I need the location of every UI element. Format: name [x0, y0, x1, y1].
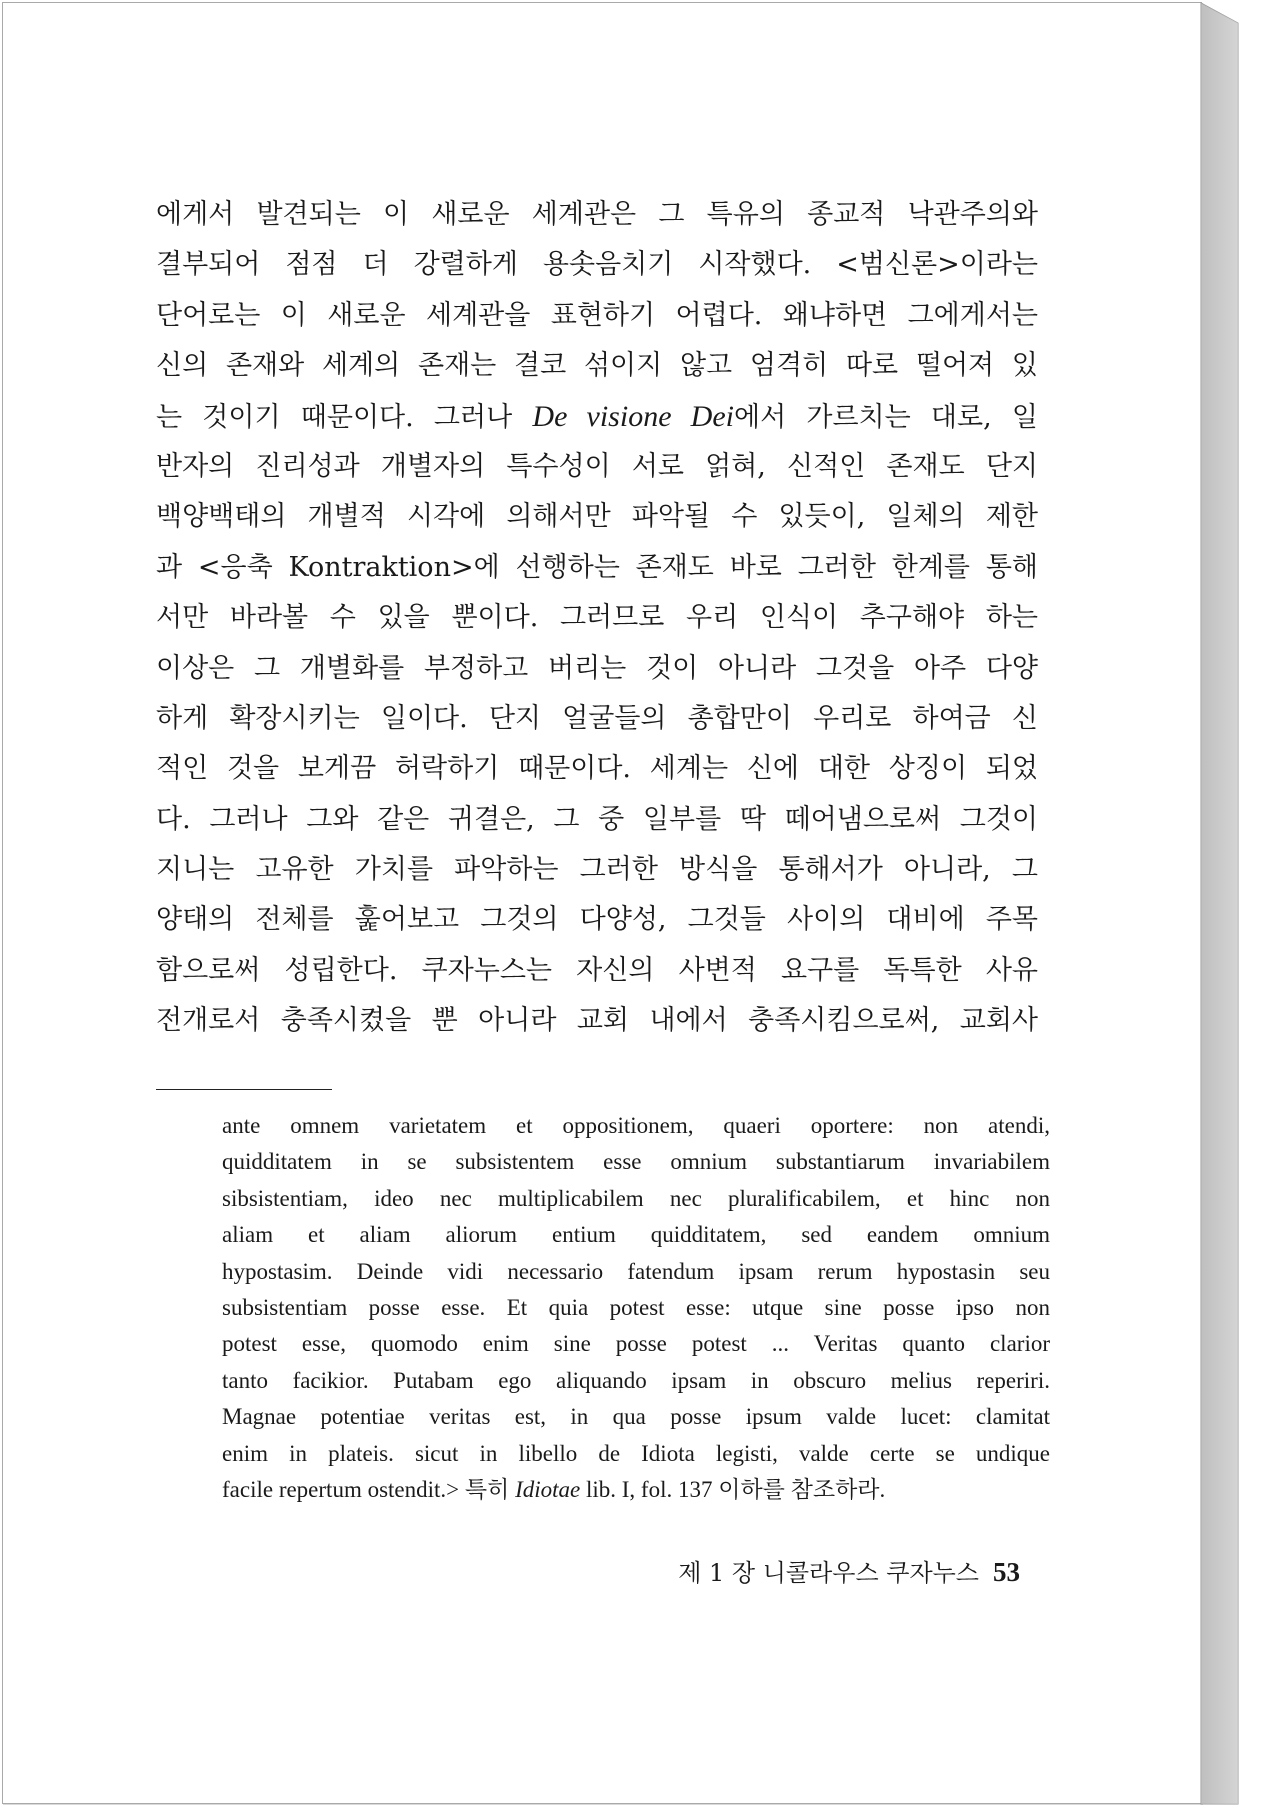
body-line: 는 것이기 때문이다. 그러나 De visione Dei에서 가르치는 대로, 일: [156, 399, 1038, 433]
footnote: [222, 1108, 1050, 1508]
chapter-title: 제 1 장 니콜라우스 쿠자누스: [678, 1559, 979, 1587]
running-footer: [640, 1553, 1020, 1588]
book-side-edge: [1201, 3, 1238, 1804]
body-line: 전개로서 충족시켰을 뿐 아니라 교회 내에서 충족시킴으로써, 교회사: [156, 1005, 1038, 1037]
body-line: 에게서 발견되는 이 새로운 세계관은 그 특유의 종교적 낙관주의와: [156, 199, 1038, 230]
footnote-line: tanto facikior. Putabam ego aliquando ipsam in obscuro melius reperiri.: [222, 1367, 1050, 1393]
footnote-italic-title: Idiotae: [515, 1476, 581, 1502]
footnote-line: hypostasim. Deinde vidi necessario fatendum ipsam rerum hypostasin seu: [222, 1258, 1050, 1284]
body-line: 서만 바라볼 수 있을 뿐이다. 그러므로 우리 인식이 추구해야 하는: [156, 602, 1038, 634]
footnote-line: aliam et aliam aliorum entium quidditatem, sed eandem omnium: [222, 1222, 1050, 1248]
footnote-line: subsistentiam posse esse. Et quia potest esse: utque sine posse ipso non: [222, 1294, 1050, 1320]
italic-title: De visione Dei: [532, 399, 734, 433]
footnote-line-last: [222, 1472, 1050, 1508]
body-line: 백양백태의 개별적 시각에 의해서만 파악될 수 있듯이, 일체의 제한: [156, 501, 1038, 533]
footnote-line: quidditatem in se subsistentem esse omnium substantiarum invariabilem: [222, 1149, 1050, 1175]
body-text: [156, 190, 1038, 1047]
body-line: 양태의 전체를 훑어보고 그것의 다양성, 그것들 사이의 대비에 주목: [156, 904, 1038, 936]
footnote-text: lib. I, fol. 137 이하를 참조하라.: [580, 1476, 886, 1502]
body-line: 적인 것을 보게끔 허락하기 때문이다. 세계는 신에 대한 상징이 되었: [156, 753, 1038, 785]
body-line: 반자의 진리성과 개별자의 특수성이 서로 얽혀, 신적인 존재도 단지: [156, 450, 1038, 482]
body-line: 신의 존재와 세계의 존재는 결코 섞이지 않고 엄격히 따로 떨어져 있: [156, 350, 1038, 382]
body-line: 함으로써 성립한다. 쿠자누스는 자신의 사변적 요구를 독특한 사유: [156, 954, 1038, 986]
footnote-line: ante omnem varietatem et oppositionem, quaeri oportere: non atendi,: [222, 1113, 1050, 1138]
body-line: 과 <응축 Kontraktion>에 선행하는 존재도 바로 그러한 한계를 통해: [156, 551, 1038, 583]
footnote-divider: [156, 1089, 332, 1090]
body-line: 결부되어 점점 더 강렬하게 용솟음치기 시작했다. <범신론>이라는: [156, 249, 1038, 281]
footnote-text: facile repertum ostendit.> 특히: [222, 1476, 516, 1502]
page-number: 53: [993, 1557, 1020, 1587]
footnote-line: Magnae potentiae veritas est, in qua posse ipsum valde lucet: clamitat: [222, 1404, 1050, 1430]
footnote-line: sibsistentiam, ideo nec multiplicabilem nec pluralificabilem, et hinc non: [222, 1185, 1050, 1211]
footnote-line: potest esse, quomodo enim sine posse potest ... Veritas quanto clarior: [222, 1331, 1050, 1357]
body-line: 단어로는 이 새로운 세계관을 표현하기 어렵다. 왜냐하면 그에게서는: [156, 299, 1038, 331]
body-line: 하게 확장시키는 일이다. 단지 얼굴들의 총합만이 우리로 하여금 신: [156, 702, 1038, 734]
body-line: 지니는 고유한 가치를 파악하는 그러한 방식을 통해서가 아니라, 그: [156, 854, 1038, 886]
footnote-line: enim in plateis. sicut in libello de Idiota legisti, valde certe se undique: [222, 1440, 1050, 1466]
body-line: 이상은 그 개별화를 부정하고 버리는 것이 아니라 그것을 아주 다양: [156, 652, 1038, 684]
body-line: 다. 그러나 그와 같은 귀결은, 그 중 일부를 딱 떼어냄으로써 그것이: [156, 803, 1038, 835]
